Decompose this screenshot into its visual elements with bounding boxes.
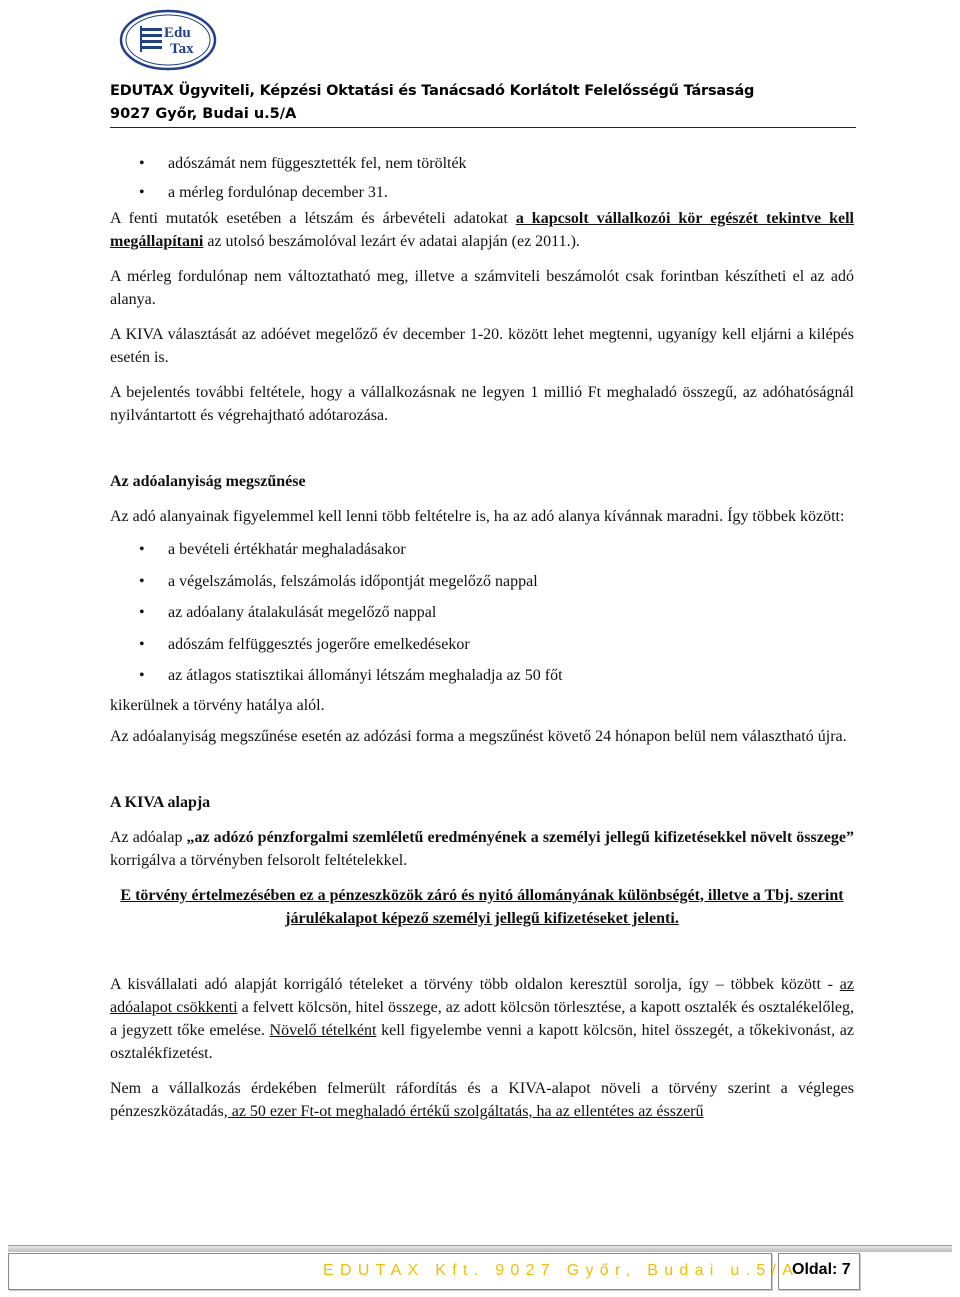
page-number: Oldal: 7 [792, 1261, 851, 1278]
company-address: 9027 Győr, Budai u.5/A [110, 106, 297, 122]
paragraph-conditions: Az adó alanyainak figyelemmel kell lenni több feltételre is, ha az adó alanya kívánnak maradni. Így többek között: [110, 508, 845, 525]
paragraph-related-companies: A fenti mutatók esetében a létszám és árbevételi adatokat a kapcsolt vállalkozói kör egészét tekintve kell megállapítani az utolsó beszámolóval lezárt év adatai alapján (ez 2011.). [110, 210, 855, 250]
heading-termination: Az adóalanyiság megszűnése [110, 473, 306, 490]
list-item: • a bevételi értékhatár meghaladásakor [110, 538, 854, 570]
underline-decreases: az adóalapot csökkenti [110, 975, 854, 1016]
list-item: • a végelszámolás, felszámolás időpontját megelőző nappal [110, 570, 854, 602]
paragraph-interpretation: E törvény értelmezésében ez a pénzeszközök záró és nyitó állományának különbségét, illetve a Tbj. szerint járulékalapot képező személyi jellegű kifizetéseket jelenti. [120, 886, 844, 927]
paragraph-correction-items: A kisvállalati adó alapját korrigáló tételeket a törvény több oldalon keresztül sorolja, így – többek között - az adóalapot csökkenti a felvett kölcsön, hitel összege, az adott kölcsön törlesztése, a kapott osztalék és osztalékelőleg, a jegyzett tőke emelése. Növelő tételként kell figyelembe venni a kapott kölcsön, hitel összegét, a tőkekivonást, az osztalékfizetést. [110, 975, 855, 1062]
paragraph-kiva-election: A KIVA választását az adóévet megelőző év december 1-20. között lehet megtenni, ugyanígy kell eljárni a kilépés esetén is. [110, 326, 854, 366]
svg-text:Edu: Edu [164, 25, 191, 41]
list-item: • az adóalany átalakulását megelőző nappal [110, 601, 854, 633]
document-body [110, 150, 854, 1123]
underline-increases: Növelő tételként [269, 1021, 377, 1039]
footer-company-text: EDUTAX Kft. 9027 Győr, Budai u.5/A [323, 1262, 800, 1279]
paragraph-final-transfer: Nem a vállalkozás érdekében felmerült ráfordítás és a KIVA-alapot növeli a törvény szerint a végleges pénzeszközátadás, az 50 ezer Ft-ot meghaladó értékű szolgáltatás, ha az ellentétes az ésszerű [110, 1079, 854, 1120]
paragraph-reselection: Az adóalanyiság megszűnése esetén az adózási forma a megszűnést követő 24 hónapon belül nem választható újra. [110, 727, 847, 745]
emphasis-tax-base: „az adózó pénzforgalmi szemléletű eredményének a személyi jellegű kifizetésekkel növelt összege” [186, 828, 855, 846]
paragraph-registration: A bejelentés további feltétele, hogy a vállalkozásnak ne legyen 1 millió Ft meghaladó összegű, az adóhatóságnál nyilvántartott és végrehajtható adótarozása. [110, 384, 854, 424]
svg-text:Tax: Tax [170, 41, 194, 57]
list-item: • adószámát nem függesztették fel, nem törölték [110, 152, 854, 181]
list-item: • adószám felfüggesztés jogerőre emelkedésekor [110, 633, 854, 665]
footer-bar [8, 1245, 952, 1252]
paragraph-balance-date: A mérleg fordulónap nem változtatható meg, illetve a számviteli beszámolót csak forintban készítheti el az adó alanya. [110, 268, 854, 308]
bullet-list-conditions [110, 152, 854, 210]
paragraph-tax-base: Az adóalap „az adózó pénzforgalmi szemléletű eredményének a személyi jellegű kifizetésekkel növelt összege” korrigálva a törvényben felsorolt feltételekkel. [110, 828, 855, 869]
emphasis-related-companies: a kapcsolt vállalkozói kör egészét tekintve kell megállapítani [110, 210, 855, 250]
header-divider [110, 127, 856, 128]
company-name: EDUTAX Ügyviteli, Képzési Oktatási és Tanácsadó Korlátolt Felelősségű Társaság [110, 83, 755, 99]
list-item: • az átlagos statisztikai állományi létszám meghaladja az 50 főt [110, 664, 854, 696]
bullet-list-termination [110, 538, 854, 696]
heading-kiva-base: A KIVA alapja [110, 793, 211, 811]
company-logo [118, 8, 222, 72]
list-item: • a mérleg fordulónap december 31. [110, 181, 854, 210]
underline-services: , az 50 ezer Ft-ot meghaladó értékű szolgáltatás, ha az ellentétes az ésszerű [223, 1102, 704, 1120]
paragraph-out-of-scope: kikerülnek a törvény hatálya alól. [110, 696, 325, 714]
